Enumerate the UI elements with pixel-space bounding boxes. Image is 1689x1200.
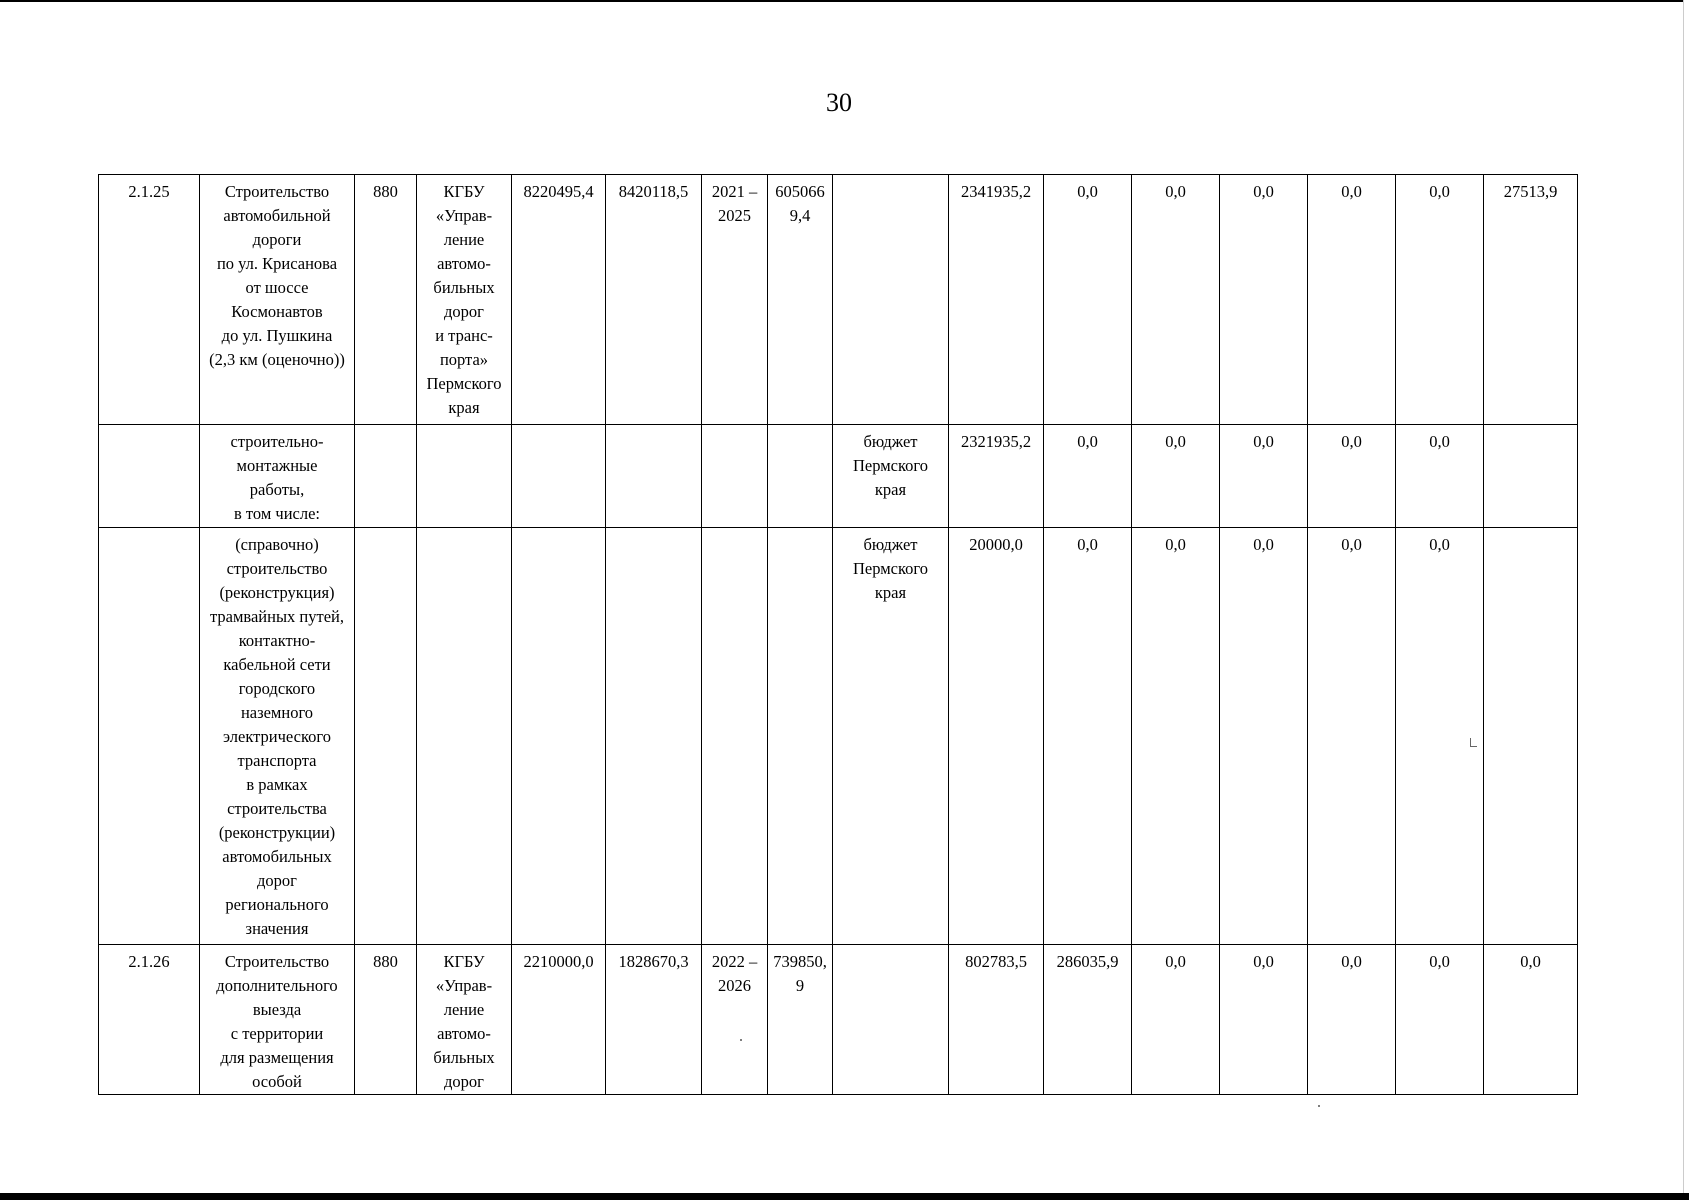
table-row bbox=[99, 528, 1578, 945]
cell-item-number bbox=[99, 425, 200, 528]
cell-value bbox=[768, 528, 833, 945]
cell-executor bbox=[417, 425, 512, 528]
cell-value: 0,0 bbox=[1220, 175, 1308, 425]
cell-value: 0,0 bbox=[1132, 945, 1220, 1095]
cell-executor: КГБУ «Управ- ление автомо- бильных дорог bbox=[417, 945, 512, 1095]
cell-years: 2021 – 2025 bbox=[702, 175, 768, 425]
table-row bbox=[99, 425, 1578, 528]
cell-value: 0,0 bbox=[1308, 945, 1396, 1095]
page-number: 30 bbox=[826, 88, 852, 117]
cell-value: 0,0 bbox=[1396, 945, 1484, 1095]
cell-value: 0,0 bbox=[1132, 425, 1220, 528]
cell-value bbox=[1484, 528, 1578, 945]
table-row bbox=[99, 175, 1578, 425]
cell-executor bbox=[417, 528, 512, 945]
cell-value: 286035,9 bbox=[1044, 945, 1132, 1095]
cell-funding-source: бюджет Пермского края bbox=[833, 528, 949, 945]
cell-value: 739850, 9 bbox=[768, 945, 833, 1095]
cell-value: 0,0 bbox=[1044, 528, 1132, 945]
cell-activity-name: строительно- монтажные работы, в том числе: bbox=[200, 425, 355, 528]
cell-value: 8420118,5 bbox=[606, 175, 702, 425]
scan-bottom-border bbox=[0, 1193, 1689, 1200]
cell-value: 0,0 bbox=[1308, 528, 1396, 945]
cell-value: 20000,0 bbox=[949, 528, 1044, 945]
cell-value: 0,0 bbox=[1484, 945, 1578, 1095]
cell-activity-name: Строительство автомобильной дороги по ул. Крисанова от шоссе Космонавтов до ул. Пушкина (2,3 км (оценочно)) bbox=[200, 175, 355, 425]
scan-top-border bbox=[0, 0, 1689, 2]
scan-dot bbox=[740, 1039, 742, 1041]
cell-value: 0,0 bbox=[1396, 425, 1484, 528]
cell-item-number: 2.1.25 bbox=[99, 175, 200, 425]
cell-funding-source: бюджет Пермского края bbox=[833, 425, 949, 528]
table-row bbox=[99, 945, 1578, 1095]
cell-value: 0,0 bbox=[1396, 175, 1484, 425]
cell-value: 0,0 bbox=[1308, 175, 1396, 425]
cell-value: 0,0 bbox=[1220, 425, 1308, 528]
cell-item-number: 2.1.26 bbox=[99, 945, 200, 1095]
cell-years bbox=[702, 425, 768, 528]
cell-value: 8220495,4 bbox=[512, 175, 606, 425]
cell-value bbox=[1484, 425, 1578, 528]
cell-code: 880 bbox=[355, 175, 417, 425]
cell-funding-source bbox=[833, 175, 949, 425]
cell-value bbox=[512, 528, 606, 945]
cell-value: 2210000,0 bbox=[512, 945, 606, 1095]
cell-code: 880 bbox=[355, 945, 417, 1095]
cell-value bbox=[606, 425, 702, 528]
cell-value: 1828670,3 bbox=[606, 945, 702, 1095]
cell-value: 802783,5 bbox=[949, 945, 1044, 1095]
cell-value bbox=[512, 425, 606, 528]
cell-executor: КГБУ «Управ- ление автомо- бильных дорог и транс- порта» Пермского края bbox=[417, 175, 512, 425]
cell-value: 0,0 bbox=[1308, 425, 1396, 528]
cell-value bbox=[768, 425, 833, 528]
cell-value: 605066 9,4 bbox=[768, 175, 833, 425]
cell-value: 0,0 bbox=[1132, 175, 1220, 425]
cell-activity-name: (справочно) строительство (реконструкция) трамвайных путей, контактно- кабельной сети городского наземного электрического транспорта в рамках строительства (реконструкции) автомобильных дорог регионального значения bbox=[200, 528, 355, 945]
cell-value: 2341935,2 bbox=[949, 175, 1044, 425]
scan-dot bbox=[1318, 1105, 1320, 1107]
program-table bbox=[98, 174, 1578, 1095]
cell-code bbox=[355, 528, 417, 945]
cell-value bbox=[606, 528, 702, 945]
cell-years: 2022 – 2026 bbox=[702, 945, 768, 1095]
scan-right-edge bbox=[1683, 0, 1689, 1193]
cell-value: 0,0 bbox=[1132, 528, 1220, 945]
cell-activity-name: Строительство дополнительного выезда с территории для размещения особой bbox=[200, 945, 355, 1095]
cell-item-number bbox=[99, 528, 200, 945]
cell-value: 0,0 bbox=[1396, 528, 1484, 945]
cell-funding-source bbox=[833, 945, 949, 1095]
cell-value: 0,0 bbox=[1220, 945, 1308, 1095]
cell-code bbox=[355, 425, 417, 528]
cell-value: 0,0 bbox=[1220, 528, 1308, 945]
scan-speck bbox=[1470, 738, 1477, 747]
cell-value: 2321935,2 bbox=[949, 425, 1044, 528]
cell-value: 0,0 bbox=[1044, 175, 1132, 425]
cell-value: 27513,9 bbox=[1484, 175, 1578, 425]
cell-years bbox=[702, 528, 768, 945]
cell-value: 0,0 bbox=[1044, 425, 1132, 528]
